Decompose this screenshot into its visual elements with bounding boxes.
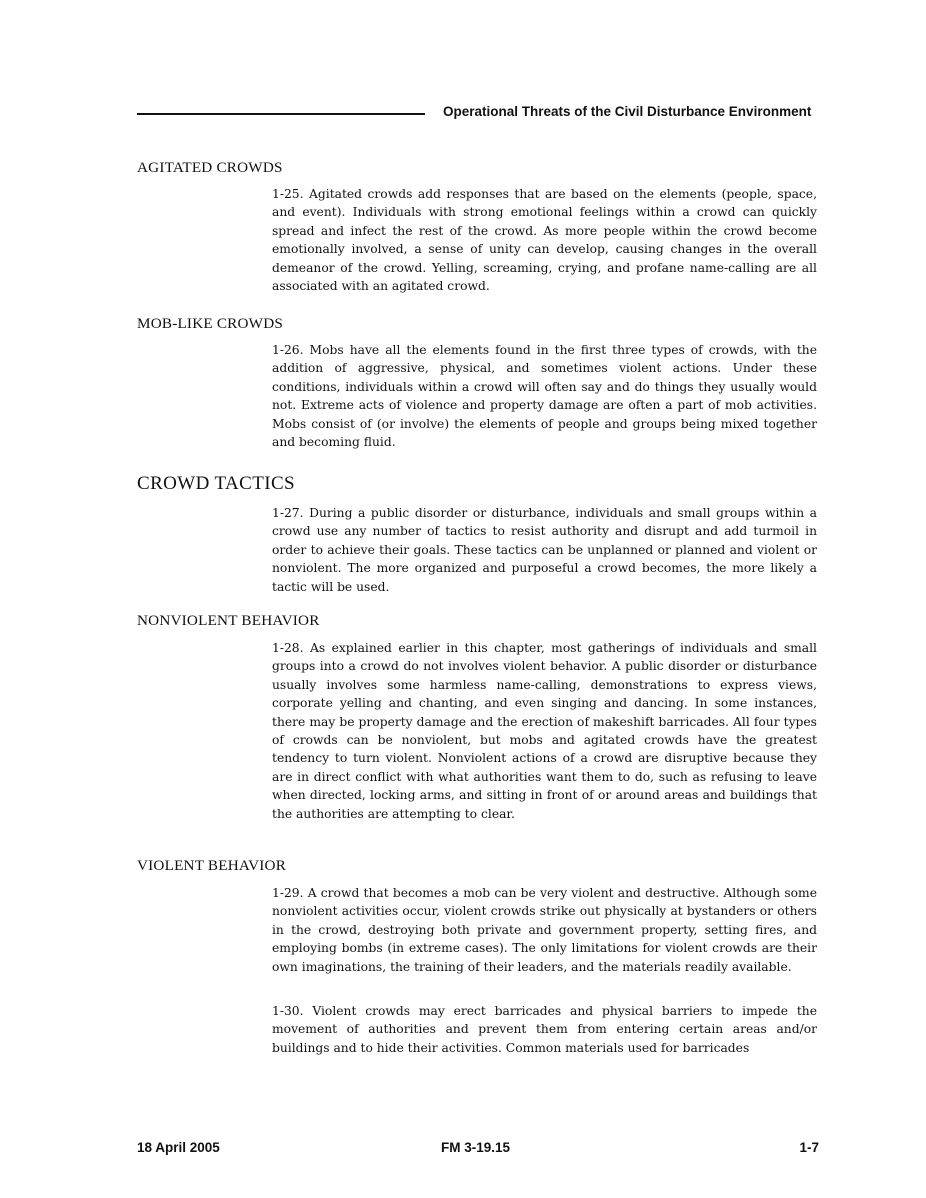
heading-nonviolent-behavior: NONVIOLENT BEHAVIOR [137, 612, 320, 629]
running-header-title: Operational Threats of the Civil Disturbance Environment [443, 104, 812, 119]
footer-date: 18 April 2005 [137, 1140, 220, 1155]
heading-mob-like-crowds: MOB-LIKE CROWDS [137, 315, 284, 332]
heading-agitated-crowds: AGITATED CROWDS [137, 159, 283, 176]
paragraph-1-27: 1-27. During a public disorder or disturbance, individuals and small groups within a crowd use any number of tactics to resist authority and disrupt and add turmoil in order to achieve their goals. These tactics can be unplanned or planned and violent or nonviolent. The more organized and purposeful a crowd becomes, the more likely a tactic will be used. [272, 506, 817, 594]
paragraph-1-25: 1-25. Agitated crowds add responses that are based on the elements (people, space, and event). Individuals with strong emotional feelings within a crowd can quickly spread and infect the rest of the crowd. As more people within the crowd become emotionally involved, a sense of unity can develop, causing changes in the overall demeanor of the crowd. Yelling, screaming, crying, and profane name-calling are all associated with an agitated crowd. [272, 187, 817, 294]
heading-violent-behavior: VIOLENT BEHAVIOR [137, 857, 287, 874]
heading-crowd-tactics: CROWD TACTICS [137, 473, 295, 494]
footer-page-number: 1-7 [799, 1140, 819, 1155]
paragraph-1-30: 1-30. Violent crowds may erect barricades and physical barriers to impede the movement of authorities and prevent them from entering certain areas and/or buildings and to hide their activities. Common materials used for barricades [272, 1004, 817, 1055]
paragraph-1-28: 1-28. As explained earlier in this chapter, most gatherings of individuals and small groups into a crowd do not involves violent behavior. A public disorder or disturbance usually involves some harmless name-calling, demonstrations to express views, corporate yelling and chanting, and even singing and dancing. In some instances, there may be property damage and the erection of makeshift barricades. All four types of crowds can be nonviolent, but mobs and agitated crowds have the greatest tendency to turn violent. Nonviolent actions of a crowd are disruptive because they are in direct conflict with what authorities want them to do, such as refusing to leave when directed, locking arms, and sitting in front of or around areas and buildings that the authorities are attempting to clear. [272, 641, 817, 821]
paragraph-1-29: 1-29. A crowd that becomes a mob can be very violent and destructive. Although some nonviolent activities occur, violent crowds strike out physically at bystanders or others in the crowd, destroying both private and government property, setting fires, and employing bombs (in extreme cases). The only limitations for violent crowds are their own imaginations, the training of their leaders, and the materials readily available. [272, 886, 817, 974]
footer-manual-number: FM 3-19.15 [441, 1140, 511, 1155]
paragraph-1-26: 1-26. Mobs have all the elements found in the first three types of crowds, with the addition of aggressive, physical, and sometimes violent actions. Under these conditions, individuals within a crowd will often say and do things they usually would not. Extreme acts of violence and property damage are often a part of mob activities. Mobs consist of (or involve) the elements of people and groups being mixed together and becoming fluid. [272, 343, 817, 450]
header-rule [137, 113, 425, 115]
